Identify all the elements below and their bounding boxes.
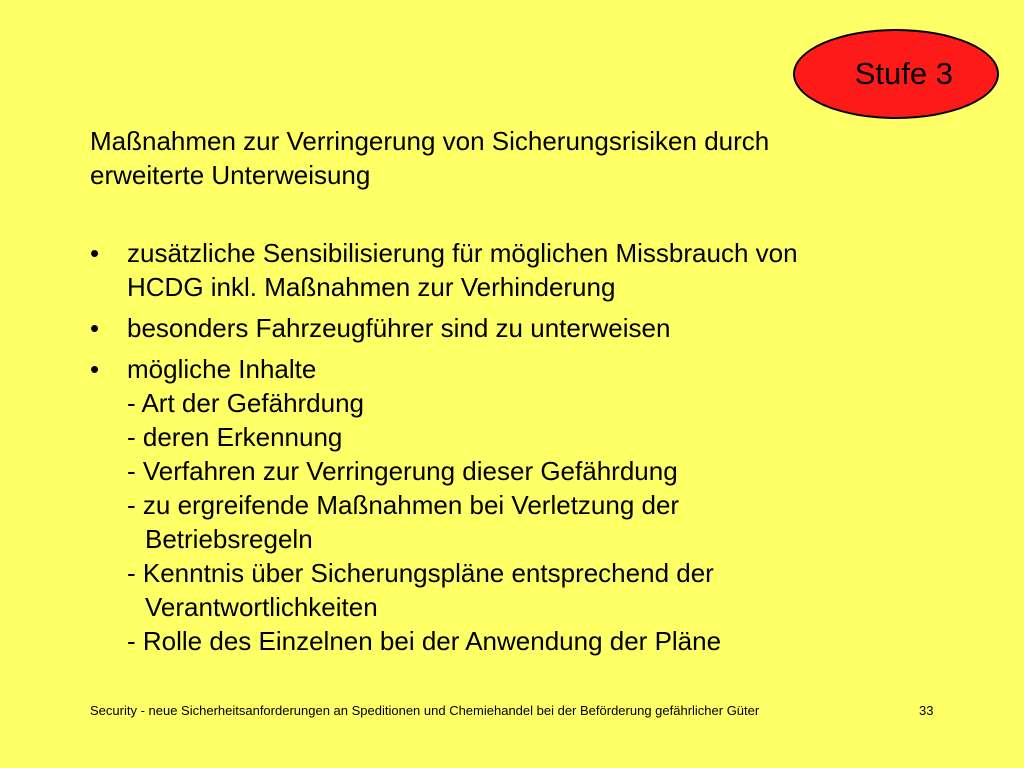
bullet-text-line: zusätzliche Sensibilisierung für möglichen Missbrauch von: [127, 238, 798, 268]
bullet-text-line: HCDG inkl. Maßnahmen zur Verhinderung: [127, 272, 616, 302]
stage-badge: [793, 29, 999, 119]
bullet-dot: •: [90, 313, 100, 343]
sub-item-hazard-type: - Art der Gefährdung: [127, 388, 365, 418]
heading-line-2: erweiterte Unterweisung: [90, 160, 371, 190]
bullet-text-line: besonders Fahrzeugführer sind zu unterweisen: [127, 313, 671, 343]
bullet-dot: •: [90, 354, 100, 384]
sub-item-individual-role: - Rolle des Einzelnen bei der Anwendung der Pläne: [127, 626, 722, 656]
bullet-text-line: mögliche Inhalte: [127, 354, 317, 384]
slide-heading: [90, 124, 970, 192]
slide-footer: Security - neue Sicherheitsanforderungen an Speditionen und Chemiehandel bei der Beförderung gefährlicher Güter: [90, 703, 760, 718]
bullet-list: [90, 236, 980, 665]
sub-item-security-plans: - Kenntnis über Sicherungspläne entsprechend der: [127, 558, 714, 588]
sub-item-security-plans-continued: Verantwortlichkeiten: [145, 592, 378, 622]
bullet-dot: •: [90, 238, 100, 268]
sub-item-procedures: - Verfahren zur Verringerung dieser Gefährdung: [127, 456, 678, 486]
page-number: 33: [919, 703, 934, 718]
bullet-item-drivers: [90, 311, 980, 345]
sub-item-measures-continued: Betriebsregeln: [145, 524, 313, 554]
sub-item-measures: - zu ergreifende Maßnahmen bei Verletzung der: [127, 490, 680, 520]
sub-item-detection: - deren Erkennung: [127, 422, 343, 452]
bullet-item-awareness: [90, 236, 980, 304]
heading-line-1: Maßnahmen zur Verringerung von Sicherungsrisiken durch: [90, 126, 770, 156]
stage-badge-label: Stufe 3: [854, 56, 953, 91]
bullet-item-contents: [90, 352, 980, 658]
